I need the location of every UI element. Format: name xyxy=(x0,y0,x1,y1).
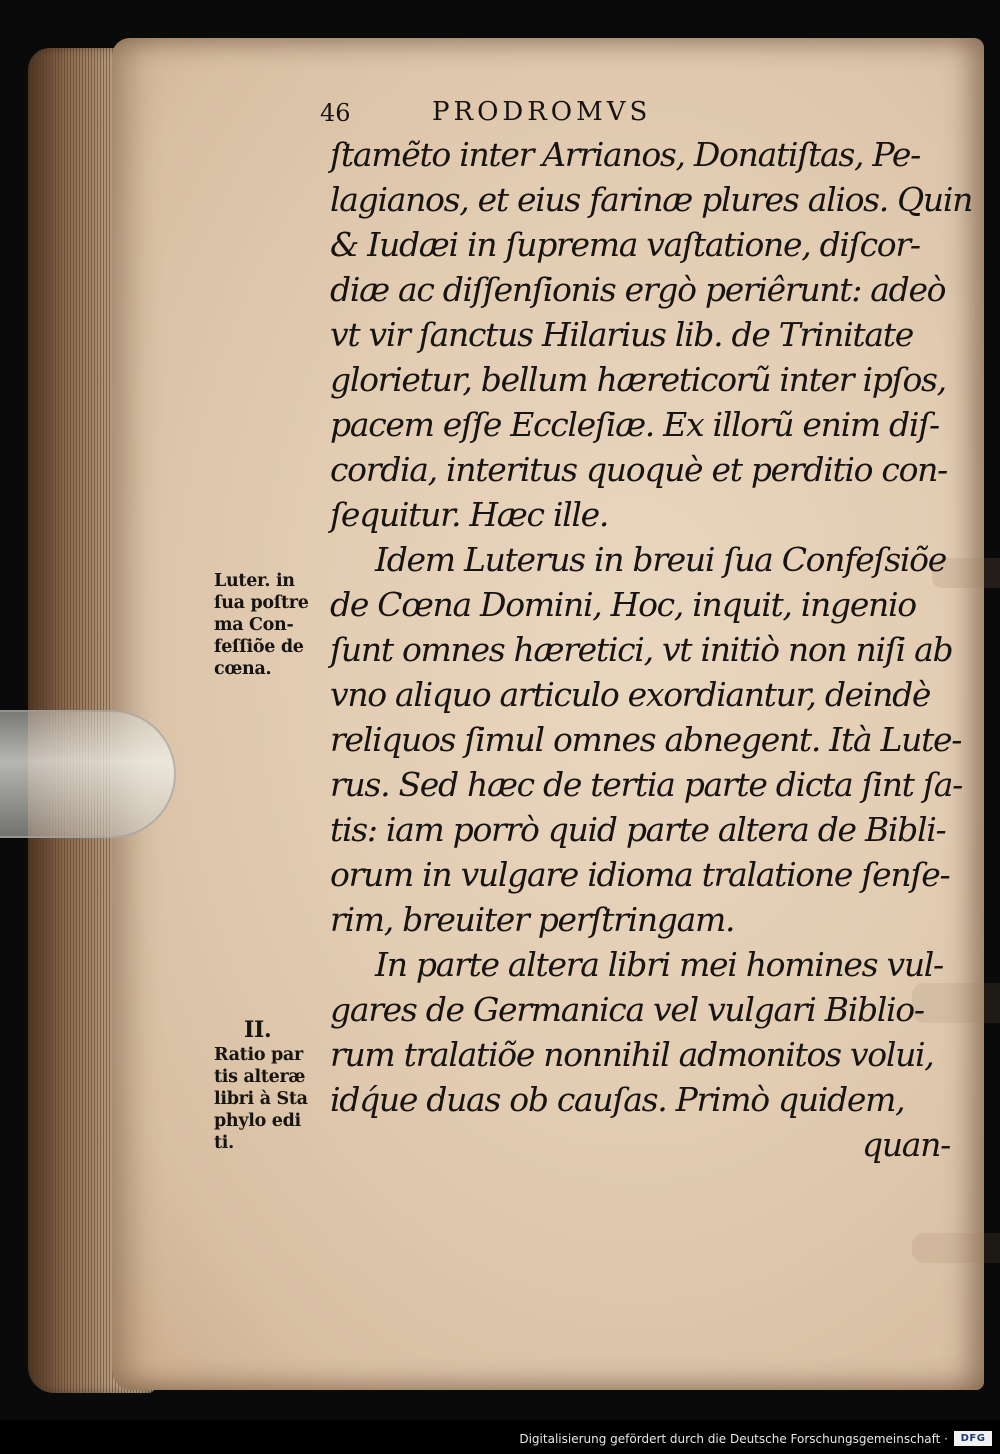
text-line: ſunt omnes hæretici, vt initiò non niſi ab xyxy=(330,630,953,669)
marginal-note-luther xyxy=(214,570,334,680)
text-line: tis: iam porrò quid parte altera de Bibli- xyxy=(330,810,946,849)
marginal-line: libri à Sta xyxy=(214,1089,308,1109)
running-head xyxy=(320,97,840,133)
paper-stain xyxy=(912,1233,1000,1263)
marginal-line: ſua poſtre xyxy=(214,593,309,613)
page-number: 46 xyxy=(320,99,351,127)
marginal-line: ti. xyxy=(214,1133,234,1153)
text-line: pacem eſſe Eccleſiæ. Ex illorũ enim diſ- xyxy=(330,405,939,444)
marginal-line: Luter. in xyxy=(214,571,295,591)
section-numeral: II. xyxy=(244,1017,272,1043)
text-line: & Iudæi in ſuprema vaſtatione, diſcor- xyxy=(330,225,920,264)
running-title: PRODROMVS xyxy=(432,97,652,127)
text-line: orum in vulgare idioma tralatione ſenſe- xyxy=(330,855,950,894)
funding-credit: Digitalisierung gefördert durch die Deutsche Forschungsgemeinschaft · xyxy=(519,1432,948,1446)
text-line: Idem Luterus in breui ſua Confeſsiõe xyxy=(375,540,946,579)
marginal-line: cœna. xyxy=(214,659,272,679)
body-text xyxy=(330,132,973,1167)
catchword: quan- xyxy=(862,1125,950,1164)
text-line: vno aliquo articulo exordiantur, deindè xyxy=(330,675,931,714)
marginal-line: phylo edi xyxy=(214,1111,301,1131)
marginal-note-ratio xyxy=(214,1016,334,1154)
text-line: In parte altera libri mei homines vul- xyxy=(375,945,943,984)
text-line: rum tralatiõe nonnihil admonitos volui, xyxy=(330,1035,934,1074)
text-line: rim, breuiter perſtringam. xyxy=(330,900,735,939)
text-line: glorietur, bellum hæreticorũ inter ipſos, xyxy=(330,360,946,399)
dfg-logo: DFG xyxy=(954,1431,992,1446)
text-line: diæ ac diſſenſionis ergò periêrunt: adeò xyxy=(330,270,946,309)
text-line: gares de Germanica vel vulgari Biblio- xyxy=(330,990,924,1029)
marginal-line: tis alteræ xyxy=(214,1067,306,1087)
marginal-line: feſſiõe de xyxy=(214,637,304,657)
text-line: cordia, interitus quoquè et perditio con- xyxy=(330,450,947,489)
text-line: idq́ue duas ob cauſas. Primò quidem, xyxy=(330,1080,905,1119)
text-line: de Cœna Domini, Hoc, inquit, ingenio xyxy=(330,585,916,624)
text-line: lagianos, et eius farinæ plures alios. Quin xyxy=(330,180,973,219)
marginal-line: ma Con- xyxy=(214,615,294,635)
text-line: ſequitur. Hæc ille. xyxy=(330,495,609,534)
footer-bar xyxy=(0,1420,1000,1454)
marginal-line: Ratio par xyxy=(214,1045,303,1065)
page-clip xyxy=(0,710,176,838)
text-line: ſtamẽto inter Arrianos, Donatiſtas, Pe- xyxy=(330,135,920,174)
text-line: reliquos ſimul omnes abnegent. Ità Lute- xyxy=(330,720,962,759)
text-line: vt vir ſanctus Hilarius lib. de Trinitate xyxy=(330,315,913,354)
text-line: rus. Sed hæc de tertia parte dicta ſint ſa- xyxy=(330,765,962,804)
